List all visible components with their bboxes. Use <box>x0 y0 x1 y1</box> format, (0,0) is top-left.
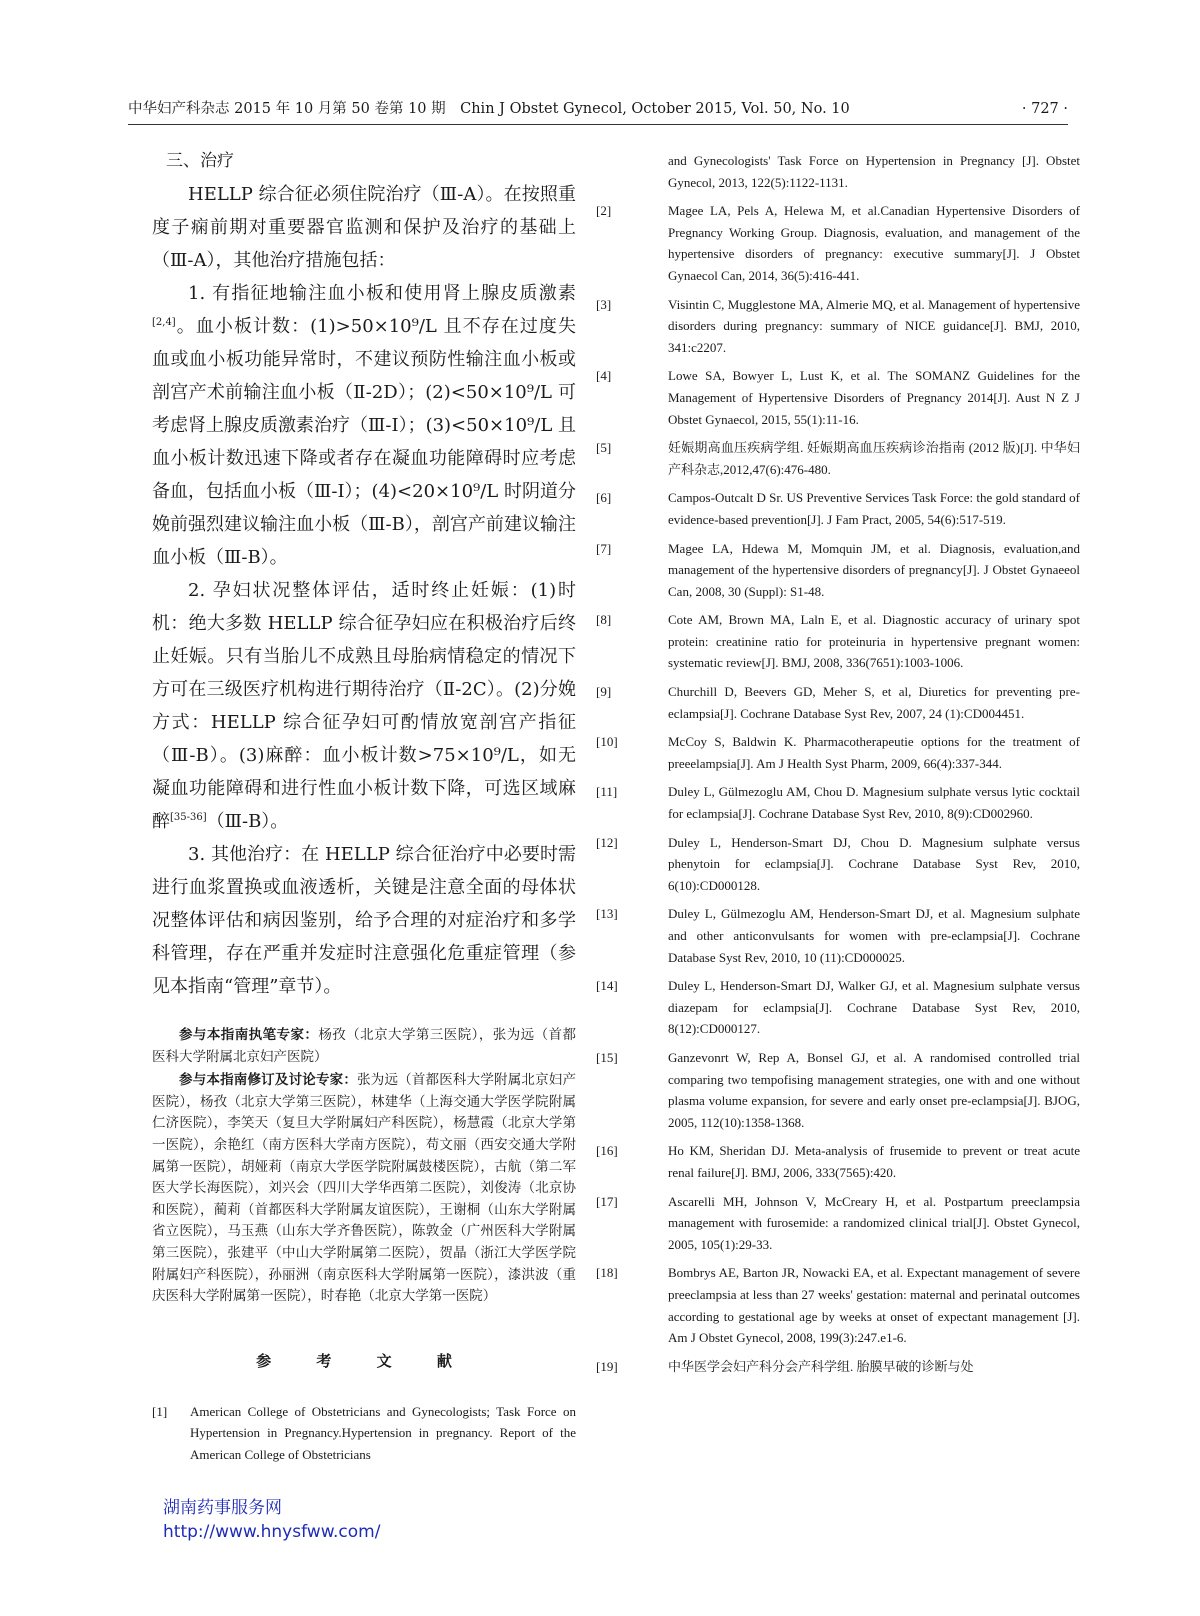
reference-number: [10] <box>596 734 618 750</box>
left-column <box>152 148 576 1473</box>
reference-number: [15] <box>596 1049 618 1065</box>
reference-text: 中华医学会妇产科分会产科学组. 胎膜早破的诊断与处 <box>668 1358 974 1374</box>
reference-number: [13] <box>596 906 618 922</box>
reference-item <box>596 200 1080 286</box>
reference-number: [7] <box>596 540 612 556</box>
reference-text: Ascarelli MH, Johnson V, McCreary H, et al. Postpartum preeclampsia management with furosemide: a randomized clinical trial[J]. Obstet Gynecol, 2005, 105(1):29-33. <box>668 1193 1080 1252</box>
reference-continuation <box>630 150 1080 193</box>
reference-number: [8] <box>596 612 612 628</box>
citation-35-36: [35-36] <box>170 812 207 823</box>
reference-item <box>596 538 1080 603</box>
reference-item <box>596 609 1080 674</box>
termination-text-b: （Ⅲ-B）。 <box>206 811 289 832</box>
reference-text: Duley L, Henderson-Smart DJ, Walker GJ, et al. Magnesium sulphate versus diazepam for eclampsia[J]. Cochrane Database Syst Rev, 2010, 8(12):CD000127. <box>668 978 1080 1037</box>
reference-number: [2] <box>596 203 612 219</box>
reference-item <box>596 832 1080 897</box>
page-number: · 727 · <box>1021 101 1068 117</box>
reference-number: [9] <box>596 684 612 700</box>
reference-text: Duley L, Henderson-Smart DJ, Chou D. Magnesium sulphate versus phenytoin for eclampsia[J]. Cochrane Database Syst Rev, 2010, 6(10):CD000128. <box>668 834 1080 893</box>
reference-number: [1] <box>152 1403 168 1419</box>
reference-text: American College of Obstetricians and Gynecologists; Task Force on Hypertension in Pregnancy.Hypertension in pregnancy. Report of the American College of Obstetricians <box>190 1403 576 1462</box>
reference-number: [12] <box>596 834 618 850</box>
reference-item <box>596 294 1080 359</box>
reference-number: [18] <box>596 1265 618 1281</box>
reference-text: Churchill D, Beevers GD, Meher S, et al, Diuretics for preventing pre-eclampsia[J]. Cochrane Database Syst Rev, 2007, 24 (1):CD004451. <box>668 684 1080 721</box>
reference-text: Duley L, Gülmezoglu AM, Henderson-Smart DJ, et al. Magnesium sulphate and other anticonvulsants for women with pre-eclampsia[J]. Cochrane Database Syst Rev, 2010, 10 (11):CD000025. <box>668 906 1080 965</box>
reference-number: [5] <box>596 440 612 456</box>
reference-item <box>596 903 1080 968</box>
reference-item <box>596 975 1080 1040</box>
platelet-paragraph <box>152 277 576 574</box>
site-watermark <box>163 1496 380 1544</box>
running-header <box>128 96 1068 122</box>
reference-text: Ganzevonrt W, Rep A, Bonsel GJ, et al. A randomised controlled trial comparing two tempofising management strategies, one with and one without plasma volume expansion, for severe and early onset pre-eclampsia[J]. BJOG, 2005, 112(10):1358-1368. <box>668 1049 1080 1130</box>
reference-text: Duley L, Gülmezoglu AM, Chou D. Magnesium sulphate versus lytic cocktail for eclampsia[J]. Cochrane Database Syst Rev, 2010, 8(9):CD002960. <box>668 784 1080 822</box>
reference-text: Magee LA, Hdewa M, Momquin JM, et al. Diagnosis, evaluation,and management of the hypertensive disorders of pregnancy[J]. J Obstet Gynaeeol Can, 2008, 30 (Suppl): S1-48. <box>668 540 1080 599</box>
section-title: 三、治疗 <box>166 151 234 171</box>
reference-number: [19] <box>596 1358 618 1374</box>
revision-experts-label: 参与本指南修订及讨论专家： <box>179 1072 358 1089</box>
watermark-url[interactable]: http://www.hnysfww.com/ <box>163 1522 381 1542</box>
reference-item <box>596 1356 1080 1378</box>
header-divider <box>128 124 1068 125</box>
reference-text: Lowe SA, Bowyer L, Lust K, et al. The SOMANZ Guidelines for the Management of Hypertensive Disorders of Pregnancy 2014[J]. Aust N Z J Obstet Gynaecol, 2015, 55(1):11-16. <box>668 368 1080 427</box>
revision-experts <box>152 1070 576 1308</box>
reference-text: Ho KM, Sheridan DJ. Meta-analysis of frusemide to prevent or treat acute renal failure[J]. BMJ, 2006, 333(7565):420. <box>668 1143 1080 1180</box>
reference-item <box>596 1191 1080 1256</box>
other-treatment-paragraph: 3. 其他治疗：在 HELLP 综合征治疗中必要时需进行血浆置换或血液透析，关键是注意全面的母体状况整体评估和病因鉴别，给予合理的对症治疗和多学科管理，存在严重并发症时注意强化危重症管理（参见本指南“管理”章节）。 <box>152 844 576 997</box>
intro-paragraph: HELLP 综合征必须住院治疗（Ⅲ-A）。在按照重度子痫前期对重要器官监测和保护及治疗的基础上（Ⅲ-A），其他治疗措施包括： <box>152 184 576 271</box>
reference-item <box>596 365 1080 430</box>
reference-number: [17] <box>596 1193 618 1209</box>
reference-number: [6] <box>596 490 612 506</box>
reference-list <box>596 200 1080 1377</box>
reference-number: [14] <box>596 978 618 994</box>
reference-number: [4] <box>596 368 612 384</box>
reference-text: McCoy S, Baldwin K. Pharmacotherapeutie options for the treatment of preeelampsia[J]. Am J Health Syst Pharm, 2009, 66(4):337-344. <box>668 734 1080 771</box>
reference-item <box>152 1401 576 1466</box>
platelet-text-b: 。血小板计数：(1)>50×10⁹/L 且不存在过度失血或血小板功能异常时，不建议预防性输注血小板或剖宫产术前输注血小板（Ⅱ-2D）；(2)<50×10⁹/L 可考虑肾上腺皮质激素治疗（Ⅲ-I）；(3)<50×10⁹/L 且血小板计数迅速下降或者存在凝血功能障碍时应考虑备血，包括血小板（Ⅲ-I）；(4)<20×10⁹/L 时阴道分娩前强烈建议输注血小板（Ⅲ-B），剖宫产前建议输注血小板（Ⅲ-B）。 <box>152 316 576 568</box>
writing-experts <box>152 1025 576 1068</box>
reference-text: and Gynecologists' Task Force on Hypertension in Pregnancy [J]. Obstet Gynecol, 2013, 122(5):1122-1131. <box>668 153 1080 190</box>
reference-item <box>596 1047 1080 1133</box>
reference-item <box>596 487 1080 530</box>
reference-number: [11] <box>596 784 618 800</box>
reference-item <box>596 681 1080 724</box>
watermark-name: 湖南药事服务网 <box>163 1498 282 1518</box>
reference-text: 妊娠期高血压疾病学组. 妊娠期高血压疾病诊治指南 (2012 版)[J]. 中华妇产科杂志,2012,47(6):476-480. <box>668 440 1080 477</box>
writing-experts-label: 参与本指南执笔专家： <box>179 1027 319 1043</box>
reference-item <box>596 1262 1080 1348</box>
reference-text: Magee LA, Pels A, Helewa M, et al.Canadian Hypertensive Disorders of Pregnancy Working Group. Diagnosis, evaluation, and management of the hypertensive disorders of pregnancy: executive summary[J]. J Obstet Gynaecol Can, 2014, 36(5):416-441. <box>668 203 1080 283</box>
reference-number: [3] <box>596 296 612 312</box>
right-column <box>596 150 1080 1384</box>
reference-text: Campos-Outcalt D Sr. US Preventive Services Task Force: the gold standard of evidence-based prevention[J]. J Fam Pract, 2005, 54(6):517-519. <box>668 490 1080 527</box>
reference-item <box>596 437 1080 480</box>
reference-text: Bombrys AE, Barton JR, Nowacki EA, et al. Expectant management of severe preeclampsia at less than 27 weeks' gestation: maternal and perinatal outcomes according to gestational age by weeks at onset of expectant management [J]. Am J Obstet Gynecol, 2008, 199(3):247.e1-6. <box>668 1265 1080 1346</box>
writing-experts-list: 杨孜（北京大学第三医院），张为远（首都医科大学附属北京妇产医院） <box>152 1027 576 1065</box>
termination-paragraph <box>152 574 576 838</box>
platelet-text-a: 1. 有指征地输注血小板和使用肾上腺皮质激素 <box>188 283 576 304</box>
reference-text: Cote AM, Brown MA, Laln E, et al. Diagnostic accuracy of urinary spot protein: creatinine ratio for proteinuria in hypertensive pregnant women: systematic review[J]. BMJ, 2008, 336(7651):1003-1006. <box>668 612 1080 671</box>
reference-text: Visintin C, Mugglestone MA, Almerie MQ, et al. Management of hypertensive disorders during pregnancy: summary of NICE guidance[J]. BMJ, 2010, 341:c2207. <box>668 296 1080 355</box>
references-title: 参 考 文 献 <box>256 1351 472 1370</box>
reference-item <box>596 1140 1080 1183</box>
termination-text-a: 2. 孕妇状况整体评估，适时终止妊娠：(1)时机：绝大多数 HELLP 综合征孕妇应在积极治疗后终止妊娠。只有当胎儿不成熟且母胎病情稳定的情况下方可在三级医疗机构进行期待治疗（Ⅱ-2C）。(2)分娩方式：HELLP 综合征孕妇可酌情放宽剖宫产指征（Ⅲ-B）。(3)麻醉：血小板计数>75×10⁹/L，如无凝血功能障碍和进行性血小板计数下降，可选区域麻醉 <box>152 580 576 832</box>
reference-item <box>596 781 1080 824</box>
revision-experts-list: 张为远（首都医科大学附属北京妇产医院），杨孜（北京大学第三医院），林建华（上海交通大学医学院附属仁济医院），李笑天（复旦大学附属妇产科医院），杨慧霞（北京大学第一医院），余艳红（南方医科大学南方医院），苟文丽（西安交通大学附属第一医院），胡娅莉（南京大学医学院附属鼓楼医院），古航（第二军医大学长海医院），刘兴会（四川大学华西第二医院），刘俊涛（北京协和医院），蔺莉（首都医科大学附属友谊医院），王谢桐（山东大学附属省立医院），马玉燕（山东大学齐鲁医院），陈敦金（广州医科大学附属第三医院），张建平（中山大学附属第二医院），贺晶（浙江大学医学院附属妇产科医院），孙丽洲（南京医科大学附属第一医院），漆洪波（重庆医科大学附属第一医院），时春艳（北京大学第一医院） <box>152 1072 577 1305</box>
experts-section <box>152 1025 576 1308</box>
reference-item <box>596 731 1080 774</box>
citation-2-4: [2,4] <box>152 317 176 328</box>
journal-citation: 中华妇产科杂志 2015 年 10 月第 50 卷第 10 期 Chin J Obstet Gynecol, October 2015, Vol. 50, No. 10 <box>128 101 850 117</box>
reference-number: [16] <box>596 1143 618 1159</box>
